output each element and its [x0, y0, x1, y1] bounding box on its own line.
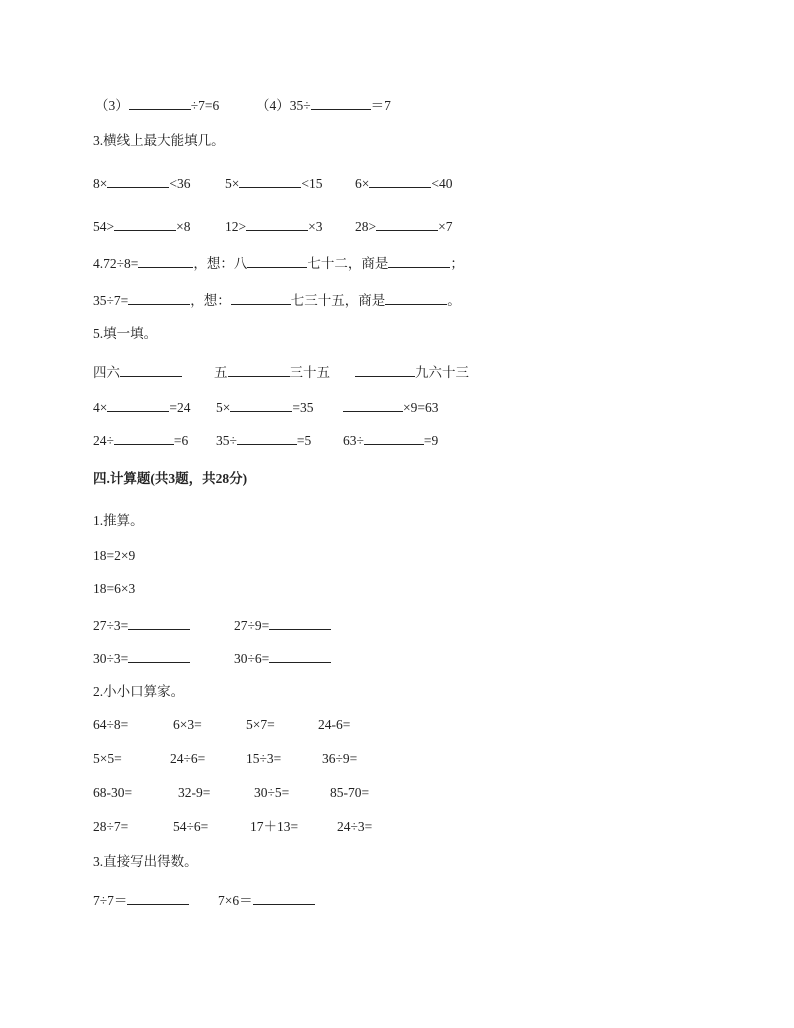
calc-1-row2-a — [93, 648, 190, 668]
question-3-title: 3.横线上最大能填几。 — [93, 133, 225, 148]
calc-1-row2-b — [234, 648, 331, 668]
mental-math-item: 5×7= — [246, 717, 275, 732]
answer-blank[interactable] — [114, 430, 174, 445]
expr-text: ×3 — [308, 219, 323, 234]
answer-blank[interactable] — [231, 290, 291, 305]
q5-row1-item-b — [214, 362, 330, 382]
answer-blank[interactable] — [369, 173, 431, 188]
q5-row1-item-a — [93, 362, 182, 382]
calc-1-row1-b — [234, 615, 331, 635]
mental-math-item: 6×3= — [173, 717, 202, 732]
expr-text: 七十二，商是 — [307, 256, 389, 271]
expr-text: =5 — [296, 433, 312, 448]
calc-3-title: 3.直接写出得数。 — [93, 854, 198, 869]
question-5-title: 5.填一填。 — [93, 326, 158, 341]
answer-blank[interactable] — [120, 362, 182, 377]
expr-text: 54> — [93, 219, 115, 234]
expr-text: 七三十五，商是 — [290, 293, 386, 308]
problem-4-tail: ＝7 — [370, 98, 391, 113]
answer-blank[interactable] — [114, 216, 176, 231]
expr-text: 九六十三 — [415, 365, 469, 380]
expr-text: <15 — [301, 176, 323, 191]
expr-text: 三十五 — [289, 365, 330, 380]
problem-3-label: （3） — [95, 98, 129, 113]
problem-row-3-4 — [95, 95, 219, 115]
mental-math-item: 64÷8= — [93, 717, 129, 732]
q5-row2-item-b — [216, 397, 314, 417]
answer-blank[interactable] — [355, 362, 415, 377]
answer-blank[interactable] — [311, 95, 371, 110]
expr-text: =6 — [173, 433, 189, 448]
calc-1-given-2: 18=6×3 — [93, 581, 136, 596]
mental-math-item: 32-9= — [178, 785, 211, 800]
q3-row2-item-c — [355, 216, 453, 236]
answer-blank[interactable] — [247, 253, 307, 268]
problem-3-tail: ÷7=6 — [190, 98, 220, 113]
expr-text: =24 — [169, 400, 191, 415]
answer-blank[interactable] — [385, 290, 447, 305]
answer-blank[interactable] — [129, 95, 191, 110]
mental-math-item: 54÷6= — [173, 819, 209, 834]
expr-text: 63÷ — [343, 433, 364, 448]
calc-3-item-a — [93, 890, 189, 910]
answer-blank[interactable] — [269, 615, 331, 630]
problem-4 — [256, 95, 391, 115]
answer-blank[interactable] — [343, 397, 403, 412]
expr-text: ，想： — [190, 293, 231, 308]
expr-text: ×7 — [438, 219, 453, 234]
q5-row3-item-c — [343, 430, 438, 450]
expr-text: ×9=63 — [403, 400, 439, 415]
expr-text: 28> — [355, 219, 377, 234]
expr-text: 8× — [93, 176, 108, 191]
calc-1-given-1: 18=2×9 — [93, 548, 136, 563]
mental-math-item: 5×5= — [93, 751, 122, 766]
mental-math-item: 24-6= — [318, 717, 351, 732]
expr-text: 7÷7＝ — [93, 893, 128, 908]
expr-text: 。 — [447, 293, 461, 308]
answer-blank[interactable] — [107, 173, 169, 188]
mental-math-item: 17＋13= — [250, 819, 299, 834]
answer-blank[interactable] — [127, 890, 189, 905]
q3-row2-item-a — [93, 216, 191, 236]
expr-text: <40 — [431, 176, 453, 191]
expr-text: 5× — [216, 400, 231, 415]
expr-text: 4× — [93, 400, 108, 415]
answer-blank[interactable] — [128, 615, 190, 630]
expr-text: 5× — [225, 176, 240, 191]
answer-blank[interactable] — [128, 290, 190, 305]
expr-text: =9 — [423, 433, 439, 448]
q5-row1-item-c — [355, 362, 469, 382]
expr-text: 7×6＝ — [218, 893, 253, 908]
expr-text: ； — [450, 256, 464, 271]
mental-math-item: 36÷9= — [322, 751, 358, 766]
mental-math-item: 24÷6= — [170, 751, 206, 766]
expr-text: 35÷ — [216, 433, 237, 448]
calc-1-title: 1.推算。 — [93, 513, 144, 528]
answer-blank[interactable] — [388, 253, 450, 268]
expr-text: 12> — [225, 219, 247, 234]
answer-blank[interactable] — [269, 648, 331, 663]
q5-row2-item-c — [343, 397, 438, 417]
answer-blank[interactable] — [230, 397, 292, 412]
answer-blank[interactable] — [138, 253, 193, 268]
q3-row2-item-b — [225, 216, 323, 236]
expr-text: 24÷ — [93, 433, 114, 448]
q5-row2-item-a — [93, 397, 191, 417]
expr-text: 27÷3= — [93, 618, 129, 633]
q5-row3-item-b — [216, 430, 311, 450]
mental-math-item: 15÷3= — [246, 751, 282, 766]
answer-blank[interactable] — [364, 430, 424, 445]
expr-text: 五 — [214, 365, 228, 380]
answer-blank[interactable] — [128, 648, 190, 663]
expr-text: 35÷7= — [93, 293, 129, 308]
expr-text: ，想：八 — [193, 256, 248, 271]
answer-blank[interactable] — [228, 362, 290, 377]
mental-math-item: 68-30= — [93, 785, 133, 800]
answer-blank[interactable] — [237, 430, 297, 445]
expr-text: ×8 — [176, 219, 191, 234]
mental-math-item: 24÷3= — [337, 819, 373, 834]
expr-text: <36 — [169, 176, 191, 191]
mental-math-item: 30÷5= — [254, 785, 290, 800]
answer-blank[interactable] — [239, 173, 301, 188]
section-4-title: 四.计算题(共3题，共28分) — [93, 471, 248, 486]
question-4-line-2 — [93, 290, 461, 310]
calc-2-title: 2.小小口算家。 — [93, 684, 185, 699]
expr-text: 30÷6= — [234, 651, 270, 666]
mental-math-item: 28÷7= — [93, 819, 129, 834]
answer-blank[interactable] — [246, 216, 308, 231]
answer-blank[interactable] — [253, 890, 315, 905]
answer-blank[interactable] — [107, 397, 169, 412]
calc-1-row1-a — [93, 615, 190, 635]
expr-text: 30÷3= — [93, 651, 129, 666]
q3-row1-item-b — [225, 173, 323, 193]
calc-3-item-b — [218, 890, 315, 910]
q3-row1-item-c — [355, 173, 453, 193]
expr-text: 4.72÷8= — [93, 256, 139, 271]
expr-text: 6× — [355, 176, 370, 191]
q5-row3-item-a — [93, 430, 188, 450]
expr-text: 四六 — [93, 365, 120, 380]
question-4-line-1 — [93, 253, 464, 273]
mental-math-item: 85-70= — [330, 785, 370, 800]
problem-4-label: （4）35÷ — [256, 98, 311, 113]
answer-blank[interactable] — [376, 216, 438, 231]
expr-text: 27÷9= — [234, 618, 270, 633]
expr-text: =35 — [292, 400, 314, 415]
q3-row1-item-a — [93, 173, 191, 193]
